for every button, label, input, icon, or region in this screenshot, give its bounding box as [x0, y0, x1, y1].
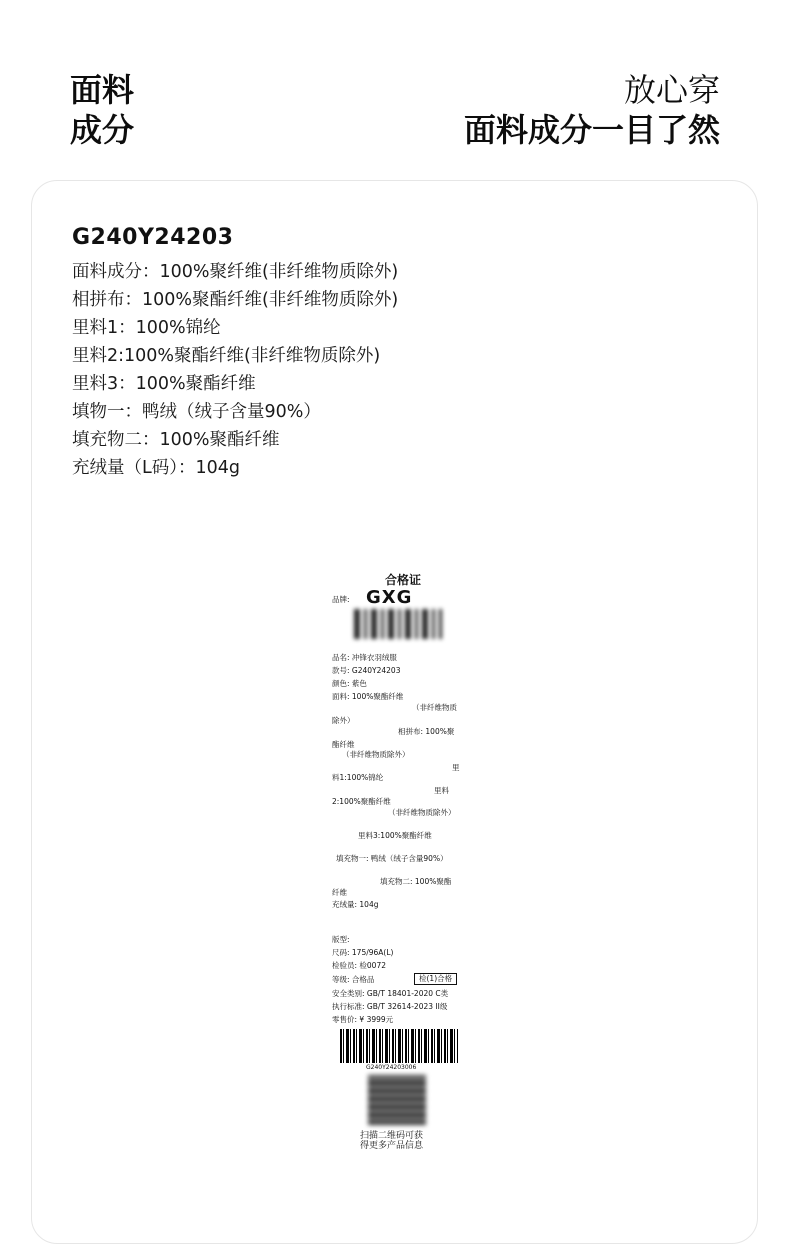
tag-line-fabric-note2: 除外） — [332, 716, 355, 725]
tag-line-lining1-a: 里 — [452, 763, 460, 772]
tag-line-down-weight: 充绒量: 104g — [332, 900, 379, 909]
tag-line-grade: 等级: 合格品 — [332, 975, 375, 984]
header-left-line1: 面料 — [70, 71, 135, 109]
composition-line: 里料3：100%聚酯纤维 — [72, 374, 256, 394]
tag-line-price: 零售价: ¥ 3999元 — [332, 1015, 394, 1024]
tag-line-inspector: 检验员: 检0072 — [332, 961, 386, 970]
product-barcode — [340, 1029, 458, 1063]
barcode-number: G240Y24203006 — [366, 1064, 417, 1071]
tag-line-patch: 相拼布: 100%聚 — [398, 727, 455, 736]
tag-line-lining2-b: 2:100%聚酯纤维 — [332, 797, 391, 806]
brand-logo: GXG — [366, 587, 413, 608]
tag-line-fill2: 填充物二: 100%聚酯 — [380, 877, 452, 886]
composition-line: 里料2:100%聚酯纤维(非纤维物质除外) — [72, 346, 381, 366]
composition-line: 里料1：100%锦纶 — [72, 318, 221, 338]
tag-line-fill2-b: 纤维 — [332, 888, 347, 897]
tag-line-patch-note: （非纤维物质除外） — [342, 750, 410, 759]
header-right — [464, 70, 720, 150]
tag-line-version: 版型: — [332, 935, 350, 944]
tag-line-safety: 安全类别: GB/T 18401-2020 C类 — [332, 989, 449, 998]
tag-line-fabric-note: （非纤维物质 — [412, 703, 457, 712]
inspection-pass-box: 检(1)合格 — [414, 973, 457, 985]
composition-line: 填充物二：100%聚酯纤维 — [72, 430, 280, 450]
composition-line: 填物一：鸭绒（绒子含量90%） — [72, 402, 321, 422]
tag-line-lining2-note: （非纤维物质除外） — [388, 808, 456, 817]
scan-hint-line2: 得更多产品信息 — [360, 1141, 424, 1151]
header-left-line2: 成分 — [70, 111, 135, 149]
header-left — [70, 70, 134, 150]
tag-line-color: 颜色: 紫色 — [332, 679, 367, 688]
tag-line-patch2: 酯纤维 — [332, 740, 355, 749]
composition-line: 面料成分：100%聚纤维(非纤维物质除外) — [72, 262, 399, 282]
tag-line-fill1: 填充物一: 鸭绒（绒子含量90%） — [336, 854, 448, 863]
qr-code-image — [368, 1075, 426, 1125]
brand-label: 品牌: — [332, 595, 350, 604]
scan-hint-line1: 扫描二维码可获 — [360, 1131, 424, 1141]
blurred-barcode-image — [354, 609, 442, 639]
tag-line-size: 尺码: 175/96A(L) — [332, 948, 394, 957]
tag-line-lining2-a: 里料 — [434, 786, 449, 795]
composition-list — [72, 258, 398, 482]
tag-line-fabric: 面料: 100%聚酯纤维 — [332, 692, 404, 701]
tag-line-style: 款号: G240Y24203 — [332, 666, 401, 675]
tag-line-name: 品名: 冲锋衣羽绒服 — [332, 653, 397, 662]
tag-title: 合格证 — [384, 573, 421, 587]
tag-line-lining3: 里料3:100%聚酯纤维 — [358, 831, 432, 840]
composition-card — [31, 180, 758, 1244]
tag-line-lining1-b: 料1:100%锦纶 — [332, 773, 384, 782]
header-right-line2: 面料成分一目了然 — [463, 111, 720, 149]
composition-line: 相拼布：100%聚酯纤维(非纤维物质除外) — [72, 290, 399, 310]
model-number: G240Y24203 — [72, 225, 234, 250]
header-right-line1: 放心穿 — [623, 71, 720, 109]
tag-line-standard: 执行标准: GB/T 32614-2023 II级 — [332, 1002, 448, 1011]
certificate-tag — [330, 567, 476, 1157]
composition-line: 充绒量（L码）：104g — [72, 458, 241, 478]
